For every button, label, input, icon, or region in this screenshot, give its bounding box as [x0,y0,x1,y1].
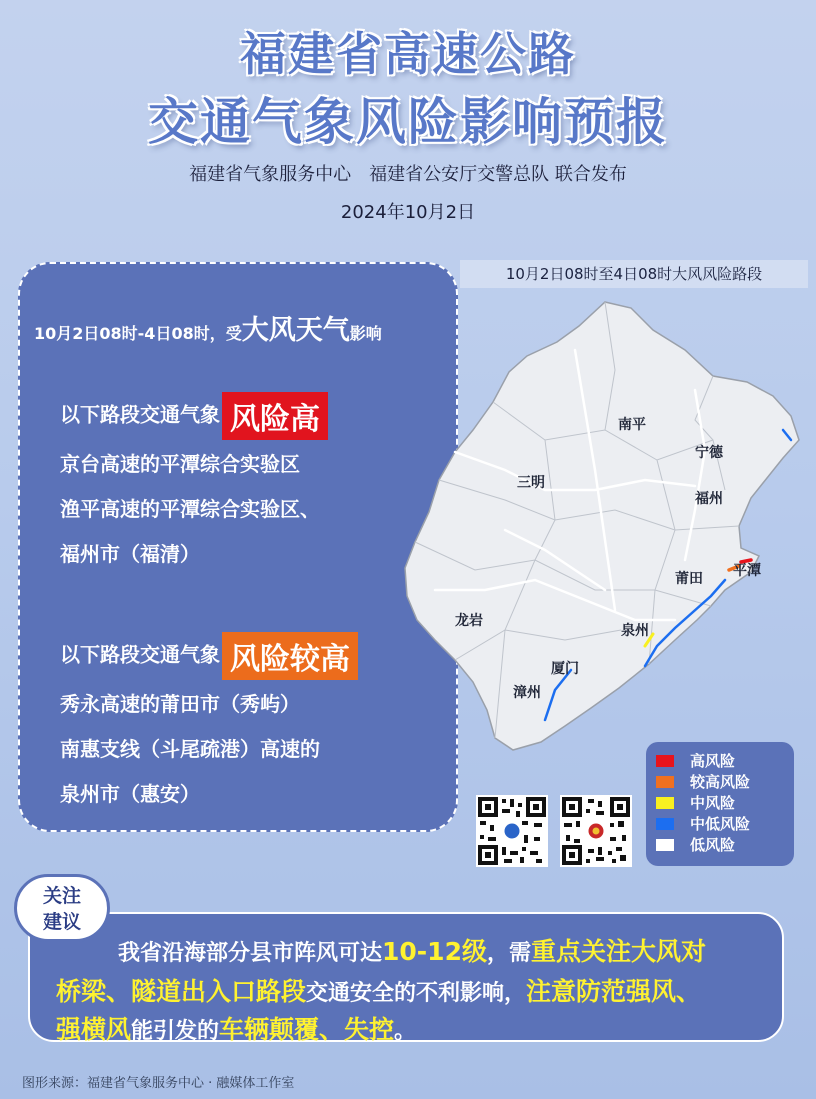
advice-line-2 [56,972,776,1008]
advice-l2-c: 注意防范强风、 [526,977,702,1006]
intro-highlight: 大风天气 [241,315,350,346]
city-label-ningde: 宁德 [695,445,723,461]
advice-box [28,912,784,1042]
qr-code-2-graphic [560,795,632,867]
fujian-map-svg [395,290,816,760]
high-risk-road-2: 渔平高速的平潭综合实验区、 [60,497,320,521]
city-label-putian: 莆田 [675,571,703,587]
legend-medium [656,792,784,813]
intro-prefix: 10月2日08时-4日08时，受 [34,324,242,343]
higher-risk-road-1: 秀永高速的莆田市（秀屿） [60,692,300,716]
legend-swatch-high [656,755,674,767]
legend-higher [656,771,784,792]
advice-l1-a: 我省沿海部分县市阵风可达 [118,941,383,966]
advice-l2-b: 交通安全的不利影响， [306,981,527,1006]
legend-high [656,750,784,771]
advice-label [14,874,110,942]
high-risk-road-1: 京台高速的平潭综合实验区 [60,452,300,476]
legend-label-higher: 较高风险 [690,773,751,791]
legend-label-high: 高风险 [690,752,736,770]
image-source: 图形来源：福建省气象服务中心 · 融媒体工作室 [22,1076,295,1091]
legend-label-low: 低风险 [690,836,736,854]
city-label-pingtan: 平潭 [733,563,761,579]
legend-swatch-higher [656,776,674,788]
city-label-quanzhou: 泉州 [621,623,649,639]
high-risk-heading [60,392,328,440]
high-risk-badge: 风险高 [222,392,328,440]
risk-panel [18,262,458,832]
legend-swatch-medium-low [656,818,674,830]
city-label-longyan: 龙岩 [455,613,483,629]
legend-label-medium: 中风险 [690,794,736,812]
advice-label-2: 建议 [42,911,81,933]
city-label-sanming: 三明 [517,475,545,491]
legend-label-medium-low: 中低风险 [690,815,751,833]
map-legend [646,742,794,866]
city-label-xiamen: 厦门 [551,661,579,677]
city-label-zhangzhou: 漳州 [513,685,541,701]
higher-risk-heading [60,632,358,680]
legend-medium-low [656,813,784,834]
advice-line-3 [56,1010,776,1046]
advice-l3-d: 。 [394,1019,417,1044]
map-caption: 10月2日08时至4日08时大风风险路段 [460,260,808,288]
issue-date: 2024年10月2日 [340,202,476,223]
advice-l3-c: 车辆颠覆、失控 [219,1015,395,1044]
advice-l3-a: 强横风 [56,1015,132,1044]
higher-risk-badge: 风险较高 [222,632,358,680]
issuer-2: 福建省公安厅交警总队 联合发布 [369,164,627,185]
advice-l1-c: ，需 [486,941,531,966]
title-line-1: 福建省高速公路 [240,27,576,81]
advice-line-1 [118,932,816,968]
advice-l1-b: 10-12级 [382,937,487,966]
qr-code-1-graphic [476,795,548,867]
advice-label-1: 关注 [42,885,81,907]
issuer-1: 福建省气象服务中心 [189,164,352,185]
advice-l1-d: 重点关注大风对 [531,937,707,966]
legend-low [656,834,784,855]
city-label-fuzhou: 福州 [695,491,723,507]
qr-code-meteorological[interactable] [476,795,548,867]
advice-l2-a: 桥梁、隧道出入口路段 [56,977,307,1006]
higher-risk-road-2: 南惠支线（斗尾疏港）高速的 [60,737,320,761]
advice-l3-b: 能引发的 [131,1019,220,1044]
issuer-line [0,160,816,186]
risk-intro [34,308,382,347]
intro-suffix: 影响 [349,324,382,343]
higher-risk-road-3: 泉州市（惠安） [60,782,200,806]
city-label-nanping: 南平 [618,417,646,433]
legend-swatch-medium [656,797,674,809]
qr-code-police[interactable] [560,795,632,867]
legend-swatch-low [656,839,674,851]
title-line-2: 交通气象风险影响预报 [148,93,668,151]
fujian-map [395,290,816,760]
higher-risk-prefix: 以下路段交通气象 [60,642,220,667]
high-risk-road-3: 福州市（福清） [60,542,200,566]
high-risk-prefix: 以下路段交通气象 [60,402,220,427]
